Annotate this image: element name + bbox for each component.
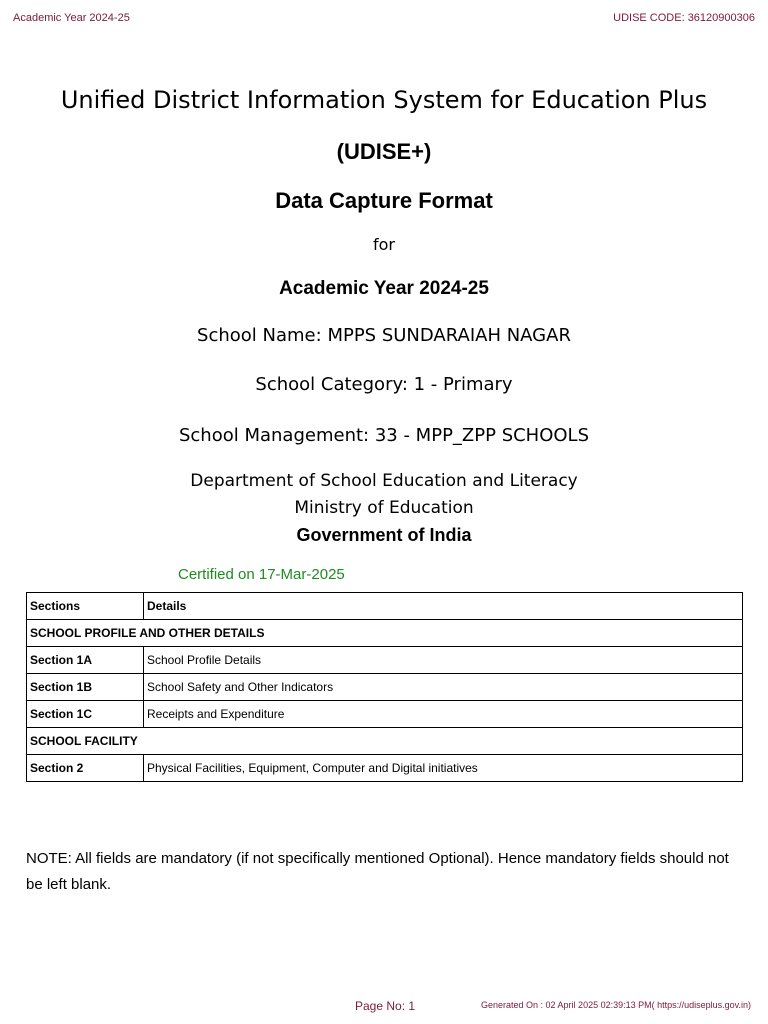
school-category-value: 1 - Primary <box>413 374 513 395</box>
section-cell: Section 1B <box>27 674 144 701</box>
table-row <box>27 701 743 728</box>
government: Government of India <box>296 525 472 545</box>
doc-format: Data Capture Format <box>275 188 493 213</box>
details-cell: School Safety and Other Indicators <box>144 674 743 701</box>
table-header-row <box>27 593 743 620</box>
table-group-row <box>27 728 743 755</box>
school-management-label: School Management: <box>178 425 370 446</box>
header-udise-code: UDISE CODE: 36120900306 <box>613 12 755 24</box>
doc-for: for <box>373 235 395 254</box>
section-cell: Section 1C <box>27 701 144 728</box>
doc-year: Academic Year 2024-25 <box>279 278 489 299</box>
school-name-value: MPPS SUNDARAIAH NAGAR <box>327 325 571 346</box>
school-name-row <box>0 325 768 346</box>
certified-date: Certified on 17-Mar-2025 <box>178 566 345 583</box>
doc-subtitle: (UDISE+) <box>336 139 432 164</box>
table-row <box>27 647 743 674</box>
mandatory-note: NOTE: All fields are mandatory (if not specifically mentioned Optional). Hence mandatory fields should not be left blank. <box>26 850 729 893</box>
school-category-row <box>0 374 768 395</box>
table-group-row <box>27 620 743 647</box>
header-academic-year: Academic Year 2024-25 <box>13 12 130 24</box>
table-row <box>27 674 743 701</box>
group-school-facility: SCHOOL FACILITY <box>27 728 743 755</box>
department: Department of School Education and Literacy <box>190 471 578 491</box>
ministry: Ministry of Education <box>294 498 474 518</box>
details-cell: Receipts and Expenditure <box>144 701 743 728</box>
section-cell: Section 1A <box>27 647 144 674</box>
col-header-sections: Sections <box>27 593 144 620</box>
section-cell: Section 2 <box>27 755 144 782</box>
details-cell: School Profile Details <box>144 647 743 674</box>
col-header-details: Details <box>144 593 743 620</box>
school-management-row <box>0 425 768 446</box>
group-school-profile: SCHOOL PROFILE AND OTHER DETAILS <box>27 620 743 647</box>
school-category-label: School Category: <box>255 374 408 395</box>
table-row <box>27 755 743 782</box>
school-name-label: School Name: <box>197 325 322 346</box>
details-cell: Physical Facilities, Equipment, Computer and Digital initiatives <box>144 755 743 782</box>
page-number: Page No: 1 <box>355 999 416 1013</box>
sections-table <box>26 592 743 782</box>
school-management-value: 33 - MPP_ZPP SCHOOLS <box>374 425 590 446</box>
generated-on: Generated On : 02 April 2025 02:39:13 PM( https://udiseplus.gov.in) <box>481 1000 751 1010</box>
doc-title: Unified District Information System for Education Plus <box>60 86 708 114</box>
